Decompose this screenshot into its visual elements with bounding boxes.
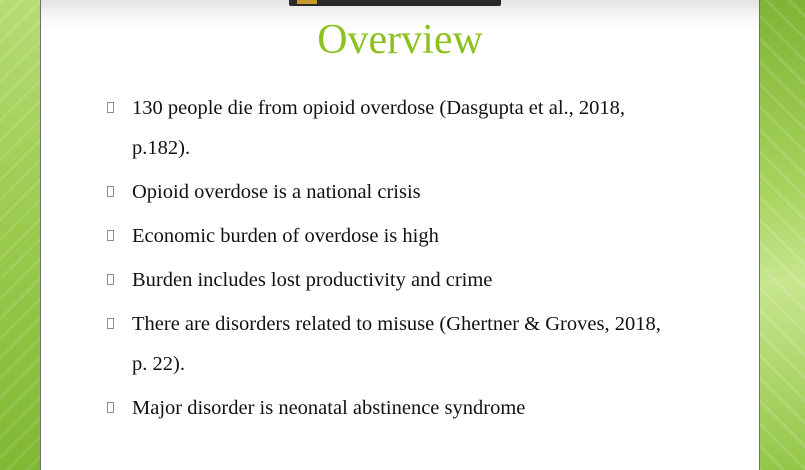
left-decorative-border (0, 0, 42, 470)
bullet-marker-icon (107, 102, 114, 113)
bullet-text: Major disorder is neonatal abstinence syndrome (132, 397, 526, 419)
bullet-list (107, 88, 667, 432)
top-toolbar-strip (289, 0, 501, 6)
bullet-item (107, 172, 667, 212)
bullet-item (107, 88, 667, 168)
bullet-marker-icon (107, 274, 114, 285)
bullet-item (107, 388, 667, 428)
bullet-marker-icon (107, 186, 114, 197)
bullet-item (107, 216, 667, 256)
bullet-marker-icon (107, 318, 114, 329)
bullet-text: Opioid overdose is a national crisis (132, 181, 421, 203)
bullet-text: Economic burden of overdose is high (132, 225, 439, 247)
bullet-marker-icon (107, 230, 114, 241)
right-decorative-border (759, 0, 805, 470)
bullet-item (107, 304, 667, 384)
bullet-item (107, 260, 667, 300)
slide-title: Overview (317, 17, 483, 63)
slide-canvas (40, 0, 760, 470)
toolbar-accent (297, 0, 317, 4)
bullet-text: Burden includes lost productivity and crime (132, 269, 493, 291)
bullet-marker-icon (107, 402, 114, 413)
bullet-text: 130 people die from opioid overdose (Dasgupta et al., 2018, p.182). (132, 97, 626, 159)
bullet-text: There are disorders related to misuse (Ghertner & Groves, 2018, p. 22). (132, 313, 661, 375)
